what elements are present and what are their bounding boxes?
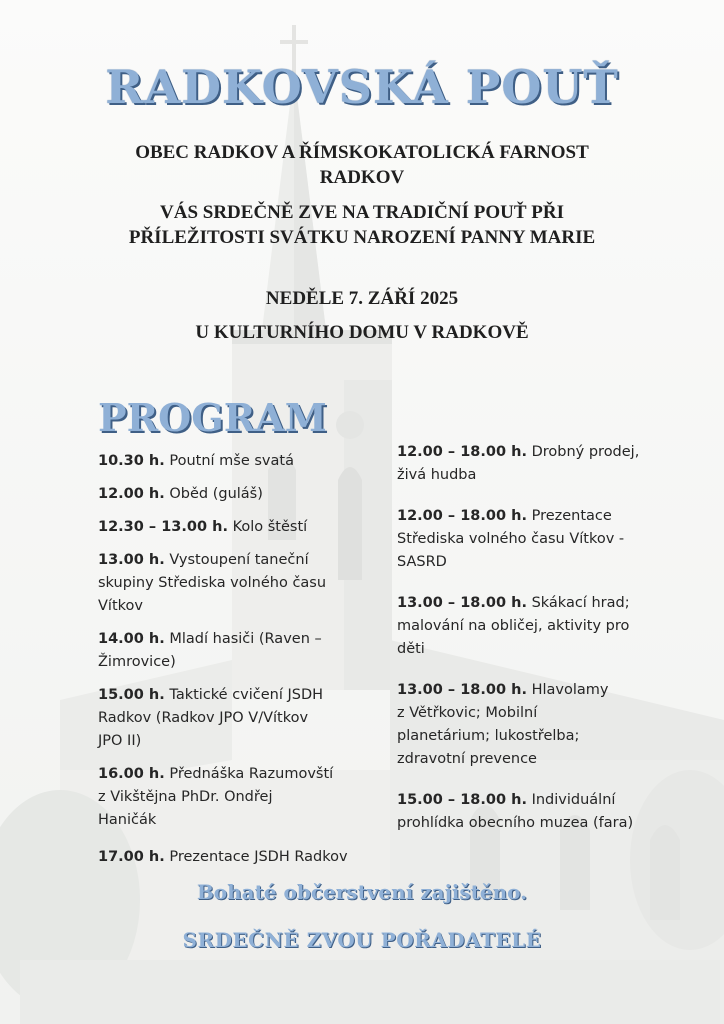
program-item (98, 549, 388, 618)
event-date: NEDĚLE 7. ZÁŘÍ 2025 (265, 288, 459, 309)
program-text: Haničák (98, 812, 157, 828)
program-item (397, 505, 687, 574)
program-text: Taktické cvičení JSDH (164, 687, 324, 703)
program-left-column (98, 450, 388, 879)
program-time: 15.00 h. (98, 687, 165, 703)
program-time: 14.00 h. (98, 631, 165, 647)
program-item (397, 789, 687, 835)
program-text: Prezentace JSDH Radkov (164, 849, 348, 865)
program-text: Radkov (Radkov JPO V/Vítkov (98, 710, 309, 726)
program-item (98, 483, 388, 506)
program-text: Vystoupení taneční (164, 552, 309, 568)
program-text: JPO II) (98, 733, 142, 749)
program-text: prohlídka obecního muzea (fara) (397, 815, 634, 831)
footer-invite: SRDEČNĚ ZVOU POŘADATELÉ (182, 928, 542, 952)
program-text: Střediska volného času Vítkov - (397, 531, 625, 547)
program-time: 16.00 h. (98, 766, 165, 782)
program-time: 12.00 h. (98, 486, 165, 502)
program-text: Přednáška Razumovští (164, 766, 334, 782)
program-time: 12.30 – 13.00 h. (98, 519, 228, 535)
program-time: 15.00 – 18.00 h. (397, 792, 527, 808)
program-item (98, 628, 388, 674)
program-text: Žimrovice) (98, 654, 176, 670)
program-item (397, 679, 687, 771)
program-text: SASRD (397, 554, 447, 570)
program-time: 12.00 – 18.00 h. (397, 444, 527, 460)
program-text: Individuální (526, 792, 616, 808)
program-text: planetárium; lukostřelba; (397, 728, 580, 744)
program-text: Drobný prodej, (526, 444, 640, 460)
program-text: Oběd (guláš) (164, 486, 263, 502)
program-heading: PROGRAM (98, 395, 327, 440)
program-time: 13.00 h. (98, 552, 165, 568)
program-time: 12.00 – 18.00 h. (397, 508, 527, 524)
program-item (397, 592, 687, 661)
organizer-line-2: RADKOV (319, 167, 405, 188)
program-item (397, 441, 687, 487)
organizer-line-1: OBEC RADKOV A ŘÍMSKOKATOLICKÁ FARNOST (135, 142, 589, 163)
program-text: malování na obličej, aktivity pro (397, 618, 630, 634)
program-text: děti (397, 641, 425, 657)
program-text: Mladí hasiči (Raven – (164, 631, 322, 647)
program-time: 13.00 – 18.00 h. (397, 595, 527, 611)
program-text: živá hudba (397, 467, 477, 483)
invite-line-1: VÁS SRDEČNĚ ZVE NA TRADIČNÍ POUŤ PŘI (160, 202, 564, 223)
footer-refreshment: Bohaté občerstvení zajištěno. (196, 880, 528, 904)
event-location: U KULTURNÍHO DOMU V RADKOVĚ (195, 322, 529, 343)
program-item (98, 516, 388, 539)
program-item (98, 763, 388, 832)
program-text: Poutní mše svatá (164, 453, 294, 469)
program-time: 10.30 h. (98, 453, 165, 469)
program-item (98, 846, 388, 869)
program-text: Prezentace (526, 508, 612, 524)
program-text: zdravotní prevence (397, 751, 537, 767)
program-text: z Vikštějna PhDr. Ondřej (98, 789, 273, 805)
program-text: Hlavolamy (526, 682, 609, 698)
program-text: Vítkov (98, 598, 143, 614)
program-text: Kolo štěstí (227, 519, 308, 535)
program-text: z Větřkovic; Mobilní (397, 705, 538, 721)
program-item (98, 684, 388, 753)
program-text: Skákací hrad; (526, 595, 630, 611)
program-right-column (397, 441, 687, 845)
program-time: 13.00 – 18.00 h. (397, 682, 527, 698)
program-time: 17.00 h. (98, 849, 165, 865)
invite-line-2: PŘÍLEŽITOSTI SVÁTKU NAROZENÍ PANNY MARIE (128, 227, 596, 248)
program-item (98, 450, 388, 473)
poster-title: RADKOVSKÁ POUŤ (105, 60, 619, 114)
program-text: skupiny Střediska volného času (98, 575, 327, 591)
